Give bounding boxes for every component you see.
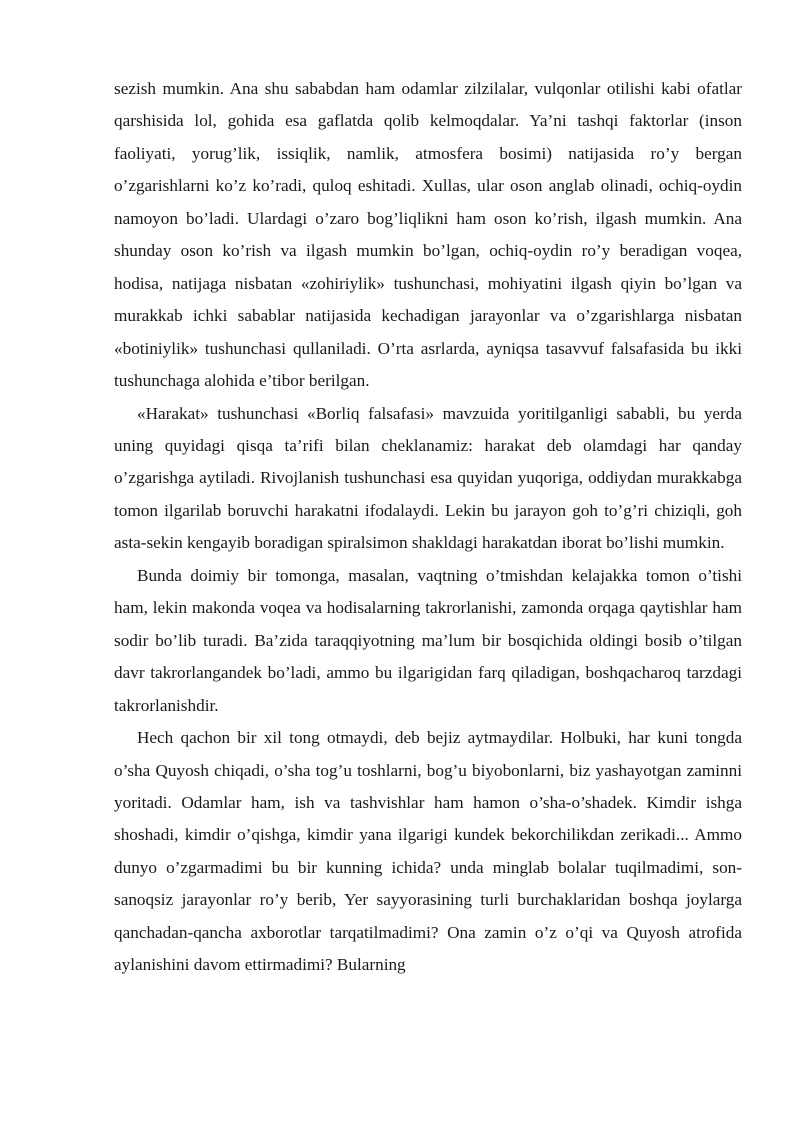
paragraph-2: «Harakat» tushunchasi «Borliq falsafasi» mavzuida yoritilganligi sababli, bu yerda uning quyidagi qisqa ta’rifi bilan cheklanamiz: harakat deb olamdagi har qanday o’zgarishga aytiladi. Rivojlanish tushunchasi esa quyidan yuqoriga, oddiydan murakkabga tomon ilgarilab boruvchi harakatni ifodalaydi. Lekin bu jarayon goh to’g’ri chiziqli, goh asta-sekin kengayib boradigan spiralsimon shakldagi harakatdan iborat bo’lishi mumkin. — [114, 403, 742, 553]
paragraph-3: Bunda doimiy bir tomonga, masalan, vaqtning o’tmishdan kelajakka tomon o’tishi ham, lekin makonda voqea va hodisalarning takrorlanishi, zamonda orqaga qaytishlar ham sodir bo’lib turadi. Ba’zida taraqqiyotning ma’lum bir bosqichida oldingi bosib o’tilgan davr takrorlangandek bo’ladi, ammo bu ilgarigidan farq qiladigan, boshqacharoq tarzdagi takrorlanishdir. — [114, 565, 742, 715]
document-page — [114, 73, 742, 982]
paragraph-1: sezish mumkin. Ana shu sababdan ham odamlar zilzilalar, vulqonlar otilishi kabi ofatlar qarshisida lol, gohida esa gaflatda qolib kelmoqdalar. Ya’ni tashqi faktorlar (inson faoliyati, yorug’lik, issiqlik, namlik, atmosfera bosimi) natijasida ro’y bergan o’zgarishlarni ko’z ko’radi, quloq eshitadi. Xullas, ular oson anglab olinadi, ochiq-oydin namoyon bo’ladi. Ulardagi o’zaro bog’liqlikni ham oson ko’rish, ilgash mumkin. Ana shunday oson ko’rish va ilgash mumkin bo’lgan, ochiq-oydin ro’y beradigan voqea, hodisa, natijaga nisbatan «zohiriylik» tushunchasi, mohiyatini ilgash qiyin bo’lgan va murakkab ichki sabablar natijasida kechadigan jarayonlar va o’zgarishlarga nisbatan «botiniylik» tushunchasi qullaniladi. O’rta asrlarda, ayniqsa tasavvuf falsafasida bu ikki tushunchaga alohida e’tibor berilgan. — [114, 79, 742, 391]
paragraph-4: Hech qachon bir xil tong otmaydi, deb bejiz aytmaydilar. Holbuki, har kuni tongda o’sha Quyosh chiqadi, o’sha tog’u toshlarni, bog’u biyobonlarni, biz yashayotgan zaminni yoritadi. Odamlar ham, ish va tashvishlar ham hamon o’sha-o’shadek. Kimdir ishga shoshadi, kimdir o’qishga, kimdir yana ilgarigi kundek bekorchilikdan zerikadi... Ammo dunyo o’zgarmadimi bu bir kunning ichida? unda minglab bolalar tuqilmadimi, son-sanoqsiz jarayonlar ro’y berib, Yer sayyorasining turli burchaklaridan boshqa joylarga qanchadan-qancha axborotlar tarqatilmadimi? Ona zamin o’z o’qi va Quyosh atrofida aylanishini davom ettirmadimi? Bularning — [114, 728, 742, 975]
